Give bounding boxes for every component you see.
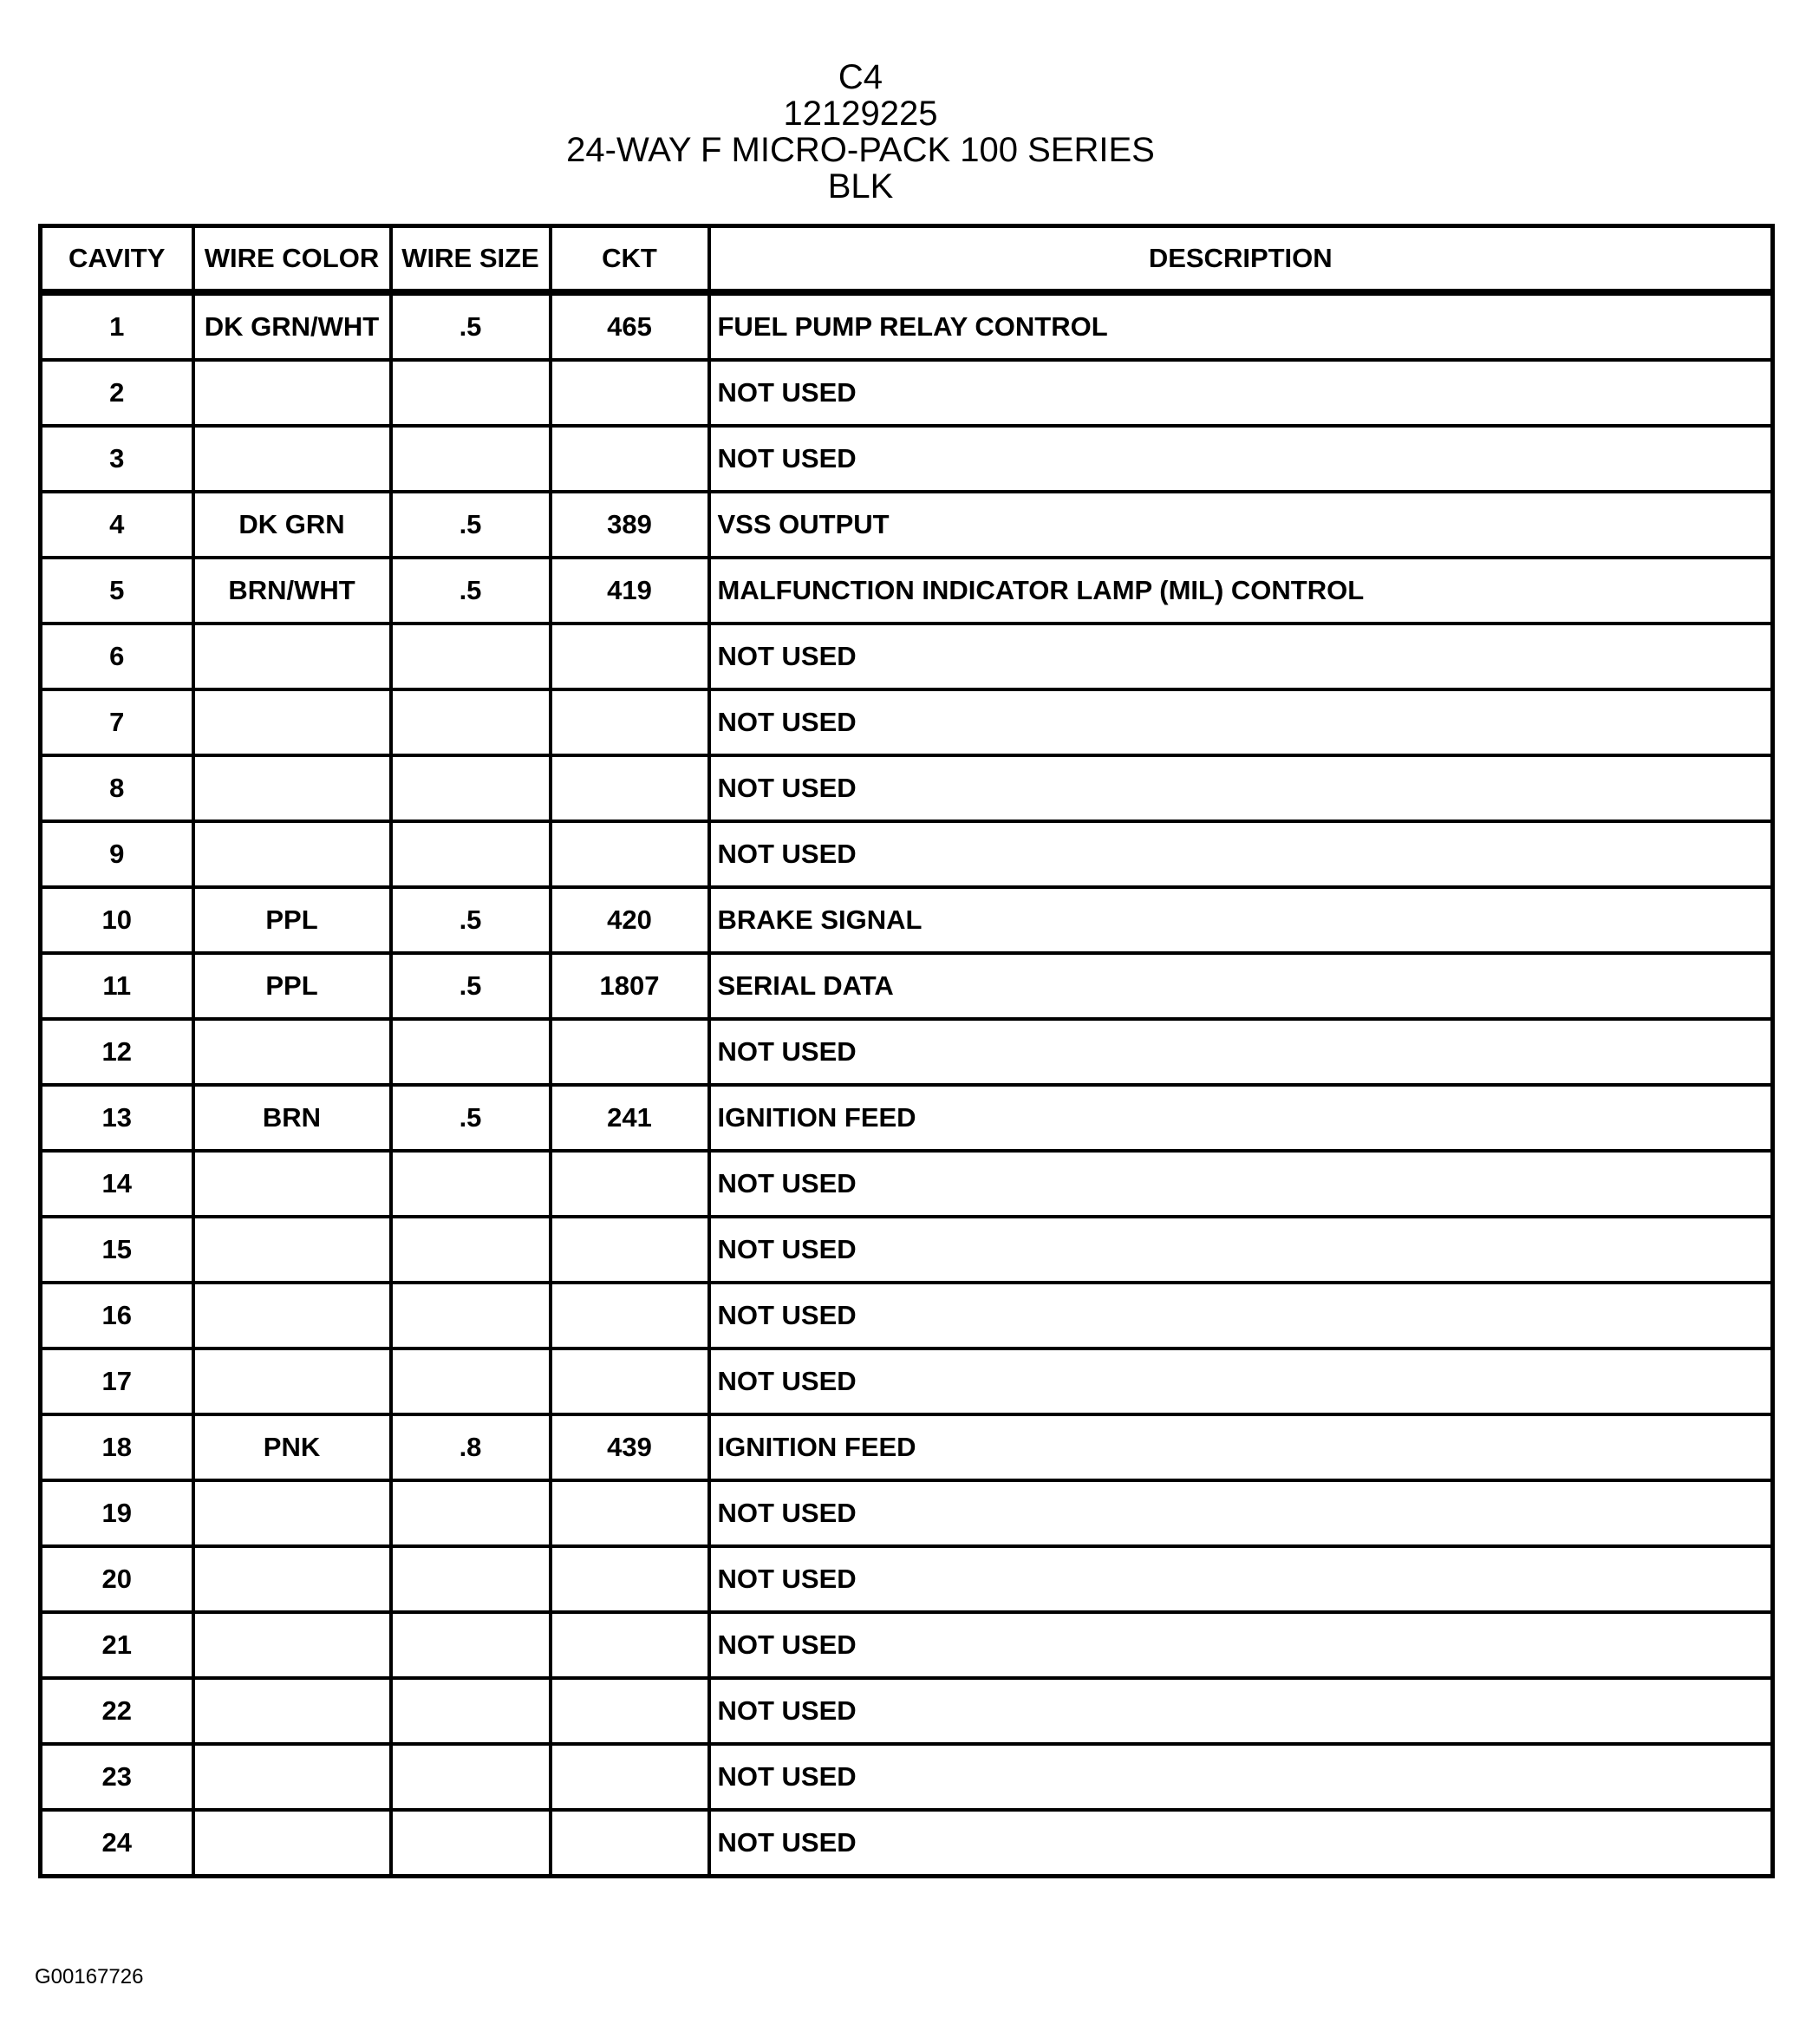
wire-size-cell — [391, 1283, 551, 1349]
ckt-cell — [551, 1019, 709, 1085]
wire-color-cell — [193, 1810, 391, 1877]
ckt-cell: 1807 — [551, 953, 709, 1019]
wire-color-cell — [193, 1678, 391, 1744]
cavity-cell: 4 — [41, 492, 193, 558]
description-cell: NOT USED — [709, 1612, 1773, 1678]
description-cell: NOT USED — [709, 1019, 1773, 1085]
column-header-description: DESCRIPTION — [709, 226, 1773, 293]
wire-color-cell — [193, 1019, 391, 1085]
wire-color-cell: PPL — [193, 953, 391, 1019]
table-row — [41, 426, 1773, 492]
table-row — [41, 1349, 1773, 1414]
wire-color-cell — [193, 360, 391, 426]
wire-color-cell: BRN/WHT — [193, 558, 391, 624]
cavity-cell: 24 — [41, 1810, 193, 1877]
ckt-cell: 389 — [551, 492, 709, 558]
cavity-cell: 19 — [41, 1480, 193, 1546]
table-row — [41, 1019, 1773, 1085]
table-row — [41, 1151, 1773, 1217]
description-cell: BRAKE SIGNAL — [709, 887, 1773, 953]
cavity-cell: 11 — [41, 953, 193, 1019]
table-row — [41, 292, 1773, 360]
description-cell: NOT USED — [709, 1810, 1773, 1877]
column-header-wire-size: WIRE SIZE — [391, 226, 551, 293]
wire-size-cell: .5 — [391, 953, 551, 1019]
wire-size-cell — [391, 360, 551, 426]
table-row — [41, 1480, 1773, 1546]
description-cell: IGNITION FEED — [709, 1085, 1773, 1151]
table-row — [41, 624, 1773, 689]
wire-color-cell — [193, 1612, 391, 1678]
wire-color-cell — [193, 426, 391, 492]
wire-color-cell — [193, 821, 391, 887]
wire-size-cell: .5 — [391, 887, 551, 953]
ckt-cell — [551, 1349, 709, 1414]
table-row — [41, 953, 1773, 1019]
figure-id: G00167726 — [35, 1965, 144, 1988]
table-row — [41, 1612, 1773, 1678]
cavity-cell: 10 — [41, 887, 193, 953]
wire-color-cell: PNK — [193, 1414, 391, 1480]
ckt-cell — [551, 624, 709, 689]
wire-size-cell — [391, 624, 551, 689]
wire-size-cell — [391, 426, 551, 492]
wire-size-cell — [391, 1019, 551, 1085]
table-row — [41, 887, 1773, 953]
cavity-cell: 15 — [41, 1217, 193, 1283]
wire-size-cell — [391, 1480, 551, 1546]
wire-size-cell — [391, 1810, 551, 1877]
ckt-cell: 465 — [551, 292, 709, 360]
wire-size-cell — [391, 1612, 551, 1678]
description-cell: FUEL PUMP RELAY CONTROL — [709, 292, 1773, 360]
wire-size-cell — [391, 689, 551, 755]
connector-header — [0, 59, 1721, 205]
wire-size-cell: .5 — [391, 558, 551, 624]
cavity-cell: 23 — [41, 1744, 193, 1810]
cavity-cell: 7 — [41, 689, 193, 755]
wire-size-cell: .5 — [391, 492, 551, 558]
wire-size-cell — [391, 1217, 551, 1283]
description-cell: IGNITION FEED — [709, 1414, 1773, 1480]
cavity-cell: 14 — [41, 1151, 193, 1217]
ckt-cell — [551, 1810, 709, 1877]
ckt-cell — [551, 360, 709, 426]
wire-size-cell — [391, 1349, 551, 1414]
ckt-cell — [551, 426, 709, 492]
table-header-row — [41, 226, 1773, 293]
wire-size-cell — [391, 1744, 551, 1810]
part-number: 12129225 — [783, 95, 938, 133]
description-cell: NOT USED — [709, 624, 1773, 689]
wire-color-cell: BRN — [193, 1085, 391, 1151]
description-cell: SERIAL DATA — [709, 953, 1773, 1019]
wire-color-cell — [193, 689, 391, 755]
cavity-cell: 5 — [41, 558, 193, 624]
table-row — [41, 1678, 1773, 1744]
column-header-wire-color: WIRE COLOR — [193, 226, 391, 293]
ckt-cell: 439 — [551, 1414, 709, 1480]
table-row — [41, 1744, 1773, 1810]
wire-size-cell: .5 — [391, 292, 551, 360]
wire-size-cell — [391, 1151, 551, 1217]
cavity-cell: 1 — [41, 292, 193, 360]
cavity-cell: 16 — [41, 1283, 193, 1349]
wire-color-cell: DK GRN/WHT — [193, 292, 391, 360]
column-header-ckt: CKT — [551, 226, 709, 293]
description-cell: NOT USED — [709, 1349, 1773, 1414]
wire-size-cell — [391, 821, 551, 887]
wire-color-cell — [193, 1546, 391, 1612]
description-cell: NOT USED — [709, 1151, 1773, 1217]
table-row — [41, 1546, 1773, 1612]
wire-size-cell: .5 — [391, 1085, 551, 1151]
description-cell: NOT USED — [709, 1283, 1773, 1349]
cavity-cell: 18 — [41, 1414, 193, 1480]
table-row — [41, 1283, 1773, 1349]
description-cell: NOT USED — [709, 755, 1773, 821]
cavity-cell: 12 — [41, 1019, 193, 1085]
wire-color-cell — [193, 755, 391, 821]
wire-size-cell: .8 — [391, 1414, 551, 1480]
cavity-cell: 8 — [41, 755, 193, 821]
cavity-cell: 21 — [41, 1612, 193, 1678]
connector-type: 24-WAY F MICRO-PACK 100 SERIES — [566, 131, 1155, 169]
ckt-cell: 420 — [551, 887, 709, 953]
table-row — [41, 558, 1773, 624]
ckt-cell: 419 — [551, 558, 709, 624]
table-row — [41, 1085, 1773, 1151]
wire-color-cell — [193, 1217, 391, 1283]
description-cell: NOT USED — [709, 1546, 1773, 1612]
table-row — [41, 1217, 1773, 1283]
wire-size-cell — [391, 755, 551, 821]
cavity-cell: 22 — [41, 1678, 193, 1744]
wire-color-cell — [193, 1349, 391, 1414]
table-row — [41, 689, 1773, 755]
ckt-cell: 241 — [551, 1085, 709, 1151]
ckt-cell — [551, 1744, 709, 1810]
ckt-cell — [551, 1612, 709, 1678]
ckt-cell — [551, 1480, 709, 1546]
cavity-cell: 6 — [41, 624, 193, 689]
table-row — [41, 492, 1773, 558]
ckt-cell — [551, 821, 709, 887]
table-body — [41, 292, 1773, 1877]
wire-color-cell — [193, 1744, 391, 1810]
description-cell: MALFUNCTION INDICATOR LAMP (MIL) CONTROL — [709, 558, 1773, 624]
description-cell: NOT USED — [709, 1744, 1773, 1810]
table-row — [41, 1810, 1773, 1877]
wire-color-cell — [193, 1480, 391, 1546]
column-header-cavity: CAVITY — [41, 226, 193, 293]
ckt-cell — [551, 1283, 709, 1349]
pinout-table — [38, 224, 1775, 1878]
description-cell: NOT USED — [709, 1217, 1773, 1283]
connector-color: BLK — [827, 167, 894, 206]
wire-color-cell: DK GRN — [193, 492, 391, 558]
table-row — [41, 755, 1773, 821]
ckt-cell — [551, 1217, 709, 1283]
cavity-cell: 20 — [41, 1546, 193, 1612]
description-cell: NOT USED — [709, 821, 1773, 887]
ckt-cell — [551, 1678, 709, 1744]
table-row — [41, 821, 1773, 887]
wire-color-cell: PPL — [193, 887, 391, 953]
wire-color-cell — [193, 1283, 391, 1349]
wire-size-cell — [391, 1546, 551, 1612]
ckt-cell — [551, 1151, 709, 1217]
cavity-cell: 17 — [41, 1349, 193, 1414]
description-cell: NOT USED — [709, 360, 1773, 426]
cavity-cell: 2 — [41, 360, 193, 426]
cavity-cell: 3 — [41, 426, 193, 492]
table-row — [41, 360, 1773, 426]
wire-color-cell — [193, 624, 391, 689]
connector-id: C4 — [838, 58, 883, 96]
table-row — [41, 1414, 1773, 1480]
ckt-cell — [551, 755, 709, 821]
ckt-cell — [551, 689, 709, 755]
description-cell: NOT USED — [709, 426, 1773, 492]
cavity-cell: 13 — [41, 1085, 193, 1151]
cavity-cell: 9 — [41, 821, 193, 887]
ckt-cell — [551, 1546, 709, 1612]
wire-size-cell — [391, 1678, 551, 1744]
description-cell: NOT USED — [709, 1480, 1773, 1546]
description-cell: NOT USED — [709, 689, 1773, 755]
description-cell: NOT USED — [709, 1678, 1773, 1744]
description-cell: VSS OUTPUT — [709, 492, 1773, 558]
wire-color-cell — [193, 1151, 391, 1217]
